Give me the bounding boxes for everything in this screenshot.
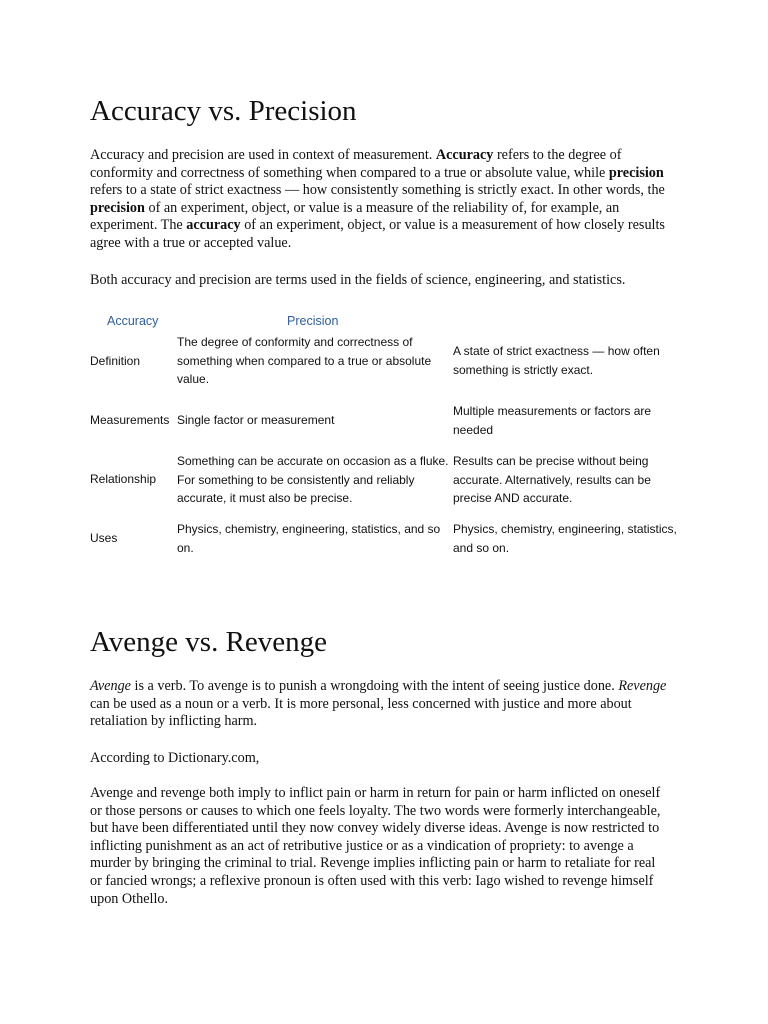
table-cell-precision: Multiple measurements or factors are needed	[453, 404, 652, 437]
column-header-precision: Precision	[287, 314, 339, 328]
bold-term: accuracy	[186, 217, 241, 234]
table-cell-precision: Physics, chemistry, engineering, statistics, and so on.	[453, 522, 677, 555]
accuracy-fields-paragraph: Both accuracy and precision are terms used in the fields of science, engineering, and statistics.	[90, 272, 626, 288]
table-cell-accuracy: Single factor or measurement	[177, 413, 335, 427]
text-run: refers to the degree of conformity and correctness of something when compared to a true or absolute value, while	[90, 147, 622, 181]
section-title-accuracy: Accuracy vs. Precision	[90, 95, 357, 127]
row-label-measurements: Measurements	[90, 413, 170, 427]
bold-term: Accuracy	[435, 147, 494, 163]
bold-term: precision	[608, 164, 664, 181]
italic-term: Revenge	[618, 678, 667, 694]
table-cell-accuracy: Physics, chemistry, engineering, statistics, and so on.	[177, 522, 441, 555]
text-run: can be used as a noun or a verb. It is more personal, less concerned with justice and more about retaliation by inflicting harm.	[90, 695, 632, 730]
bold-term: precision	[90, 199, 145, 216]
text-run: refers to a state of strict exactness — how consistently something is strictly exact. In other words, the	[90, 182, 665, 199]
text-run: is a verb. To avenge is to punish a wrongdoing with the intent of seeing justice done.	[130, 678, 619, 694]
table-cell-precision: Results can be precise without being accurate. Alternatively, results can be precise AND accurate.	[453, 454, 651, 505]
dictionary-definition-paragraph: Avenge and revenge both imply to inflict pain or harm in return for pain or harm inflicted on oneself or those persons or causes to which one feels loyalty. The two words were formerly interchangeable, but have been differentiated until they now convey widely diverse ideas. Avenge is now restricted to inflicting punishment as an act of retributive justice or as a vindication of propriety: to avenge a murder by bringing the criminal to trial. Revenge implies inflicting pain or harm to retaliate for real or fancied wrongs; a reflexive pronoun is often used with this verb: Iago wished to revenge himself upon Othello.	[90, 785, 661, 907]
text-run: of an experiment, object, or value is a measurement of how closely results agree with a true or accepted value.	[90, 217, 665, 251]
row-label-definition: Definition	[90, 354, 141, 368]
row-label-uses: Uses	[90, 531, 118, 545]
table-cell-precision: A state of strict exactness — how often something is strictly exact.	[453, 344, 660, 377]
text-run: Accuracy and precision are used in context of measurement.	[90, 147, 436, 163]
column-header-accuracy: Accuracy	[107, 314, 159, 328]
table-cell-accuracy: The degree of conformity and correctness of something when compared to a true or absolute value.	[177, 335, 432, 386]
section-title-avenge: Avenge vs. Revenge	[90, 626, 328, 658]
accuracy-intro-paragraph	[90, 147, 670, 253]
dictionary-source-paragraph: According to Dictionary.com,	[90, 750, 260, 766]
avenge-intro-paragraph	[90, 678, 670, 731]
table-cell-accuracy: Something can be accurate on occasion as a fluke. For something to be consistently and reliably accurate, it must also be precise.	[177, 454, 449, 505]
row-label-relationship: Relationship	[90, 472, 157, 486]
text-run: of an experiment, object, or value is a measure of the reliability of, for example, an experiment. The	[90, 199, 620, 234]
italic-term: Avenge	[90, 678, 131, 694]
